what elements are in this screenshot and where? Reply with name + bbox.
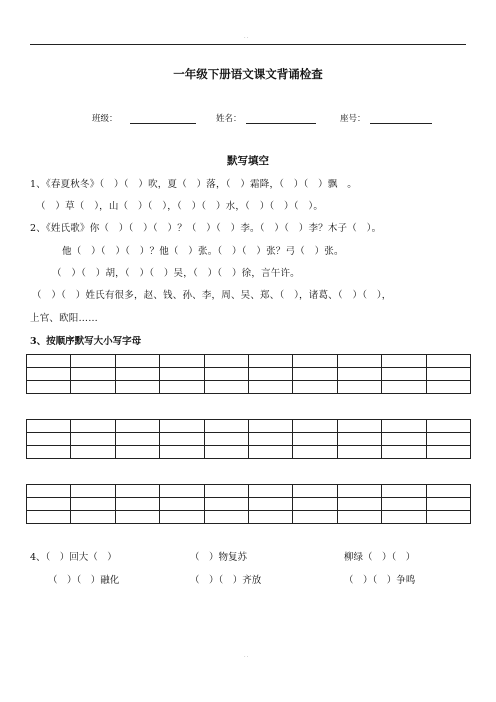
q1-line2: （ ）草（ ），山（ ）（ ），（ ）（ ）水，（ ）（ ）（ ）。	[36, 201, 324, 212]
name-label: 姓名：	[216, 114, 242, 124]
info-name	[216, 112, 316, 124]
header-dots: ..	[244, 34, 250, 40]
q2-line1: 2、《姓氏歌》你（ ）（ ）（ ）？（ ）（ ）李。（ ）（ ）李？木子（ ）。	[30, 223, 382, 234]
q4-row2-col1: （ ）（ ）融化	[48, 575, 120, 586]
class-blank	[130, 114, 196, 124]
q4-row1-col2: （ ）物复苏	[190, 552, 248, 563]
class-label: 班级：	[92, 114, 118, 124]
q4-row1-col1: 4、（ ）回大（ ）	[30, 552, 117, 563]
letter-grid-1	[26, 354, 471, 394]
name-blank	[246, 114, 316, 124]
q4-row2-col2: （ ）（ ）齐放	[190, 575, 262, 586]
info-seat	[340, 112, 432, 124]
footer-dots: ..	[244, 653, 250, 659]
q4-row1-col3: 柳绿（ ）（ ）	[344, 552, 416, 563]
section-title: 默写填空	[227, 155, 269, 167]
seat-label: 座号：	[340, 114, 366, 124]
info-class	[92, 112, 196, 124]
page-title: 一年级下册语文课文背诵检查	[173, 67, 323, 81]
q2-line3: （ ）（ ）胡，（ ）（ ）吴，（ ）（ ）徐，言午许。	[52, 268, 300, 279]
q3-title: 3、按顺序默写大小写字母	[30, 336, 142, 347]
q4-row2-col3: （ ）（ ）争鸣	[344, 575, 416, 586]
seat-blank	[370, 114, 432, 124]
q2-line2: 他（ ）（ ）（ ）？他（ ）张。（ ）（ ）张？弓（ ）张。	[62, 246, 344, 257]
q1-line1: 1、《春夏秋冬》（ ）（ ）吹，夏（ ）落，（ ）霜降，（ ）（ ）飘 。	[30, 179, 357, 190]
letter-grid-3	[26, 484, 471, 524]
header-rule	[30, 44, 466, 45]
q2-line5: 上官、欧阳……	[30, 313, 98, 324]
q2-line4: （ ）（ ）姓氏有很多，赵、钱、孙、李，周、吴、郑、（ ），诸葛、（ ）（ ），	[32, 290, 392, 301]
letter-grid-2	[26, 419, 471, 459]
